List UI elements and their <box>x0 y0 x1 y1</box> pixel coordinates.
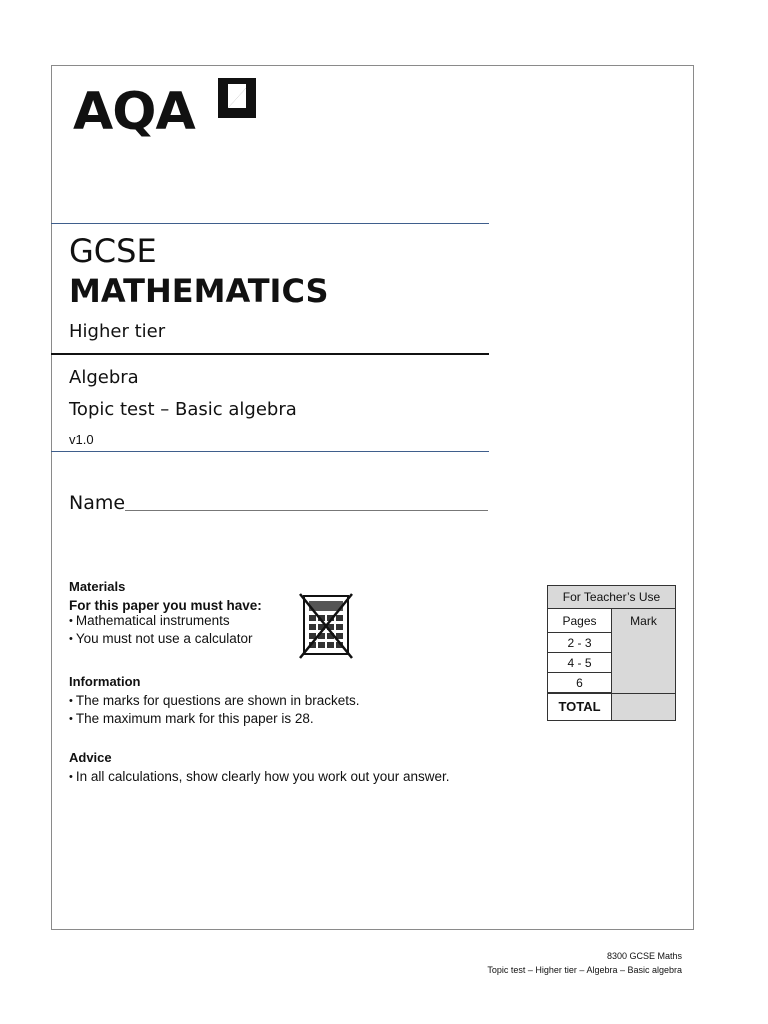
list-item: • Mathematical instruments <box>69 612 252 630</box>
tier-label: Higher tier <box>69 321 166 342</box>
pages-row: 4 - 5 <box>548 653 612 673</box>
topic-area: Algebra <box>69 367 139 388</box>
divider-bottom <box>51 451 489 452</box>
must-have-label: For this paper you must have: <box>69 598 262 613</box>
pages-row: 6 <box>548 673 612 693</box>
version-label: v1.0 <box>69 432 94 447</box>
pages-row: 2 - 3 <box>548 633 612 653</box>
pages-column-header: Pages <box>548 609 612 633</box>
aqa-logo <box>73 78 263 142</box>
information-heading: Information <box>69 674 141 689</box>
total-mark-cell <box>612 693 675 720</box>
list-item: • The marks for questions are shown in brackets. <box>69 692 360 710</box>
teacher-use-box <box>547 585 676 721</box>
total-label: TOTAL <box>548 693 612 720</box>
qualification-title: GCSE <box>69 232 157 270</box>
footer-code: 8300 GCSE Maths <box>606 951 682 961</box>
aqa-logo-mark-icon <box>218 78 256 118</box>
topic-test-title: Topic test – Basic algebra <box>69 399 297 420</box>
materials-heading: Materials <box>69 579 126 594</box>
list-item: • You must not use a calculator <box>69 630 252 648</box>
list-item: • In all calculations, show clearly how you work out your answer. <box>69 768 450 786</box>
logo-text: AQA <box>73 82 195 142</box>
information-list <box>69 692 360 728</box>
advice-list <box>69 768 450 786</box>
teacher-box-title: For Teacher’s Use <box>548 586 675 609</box>
advice-heading: Advice <box>69 750 112 765</box>
divider-top <box>51 223 489 224</box>
page-border <box>51 65 694 930</box>
materials-list <box>69 612 252 648</box>
footer-title: Topic test – Higher tier – Algebra – Basic algebra <box>487 965 682 975</box>
name-label: Name <box>69 492 126 514</box>
name-field[interactable] <box>125 510 488 511</box>
divider-middle <box>51 353 489 355</box>
list-item: • The maximum mark for this paper is 28. <box>69 710 360 728</box>
mark-column-header: Mark <box>630 614 657 628</box>
subject-title: MATHEMATICS <box>69 272 329 310</box>
no-calculator-icon <box>298 592 354 660</box>
